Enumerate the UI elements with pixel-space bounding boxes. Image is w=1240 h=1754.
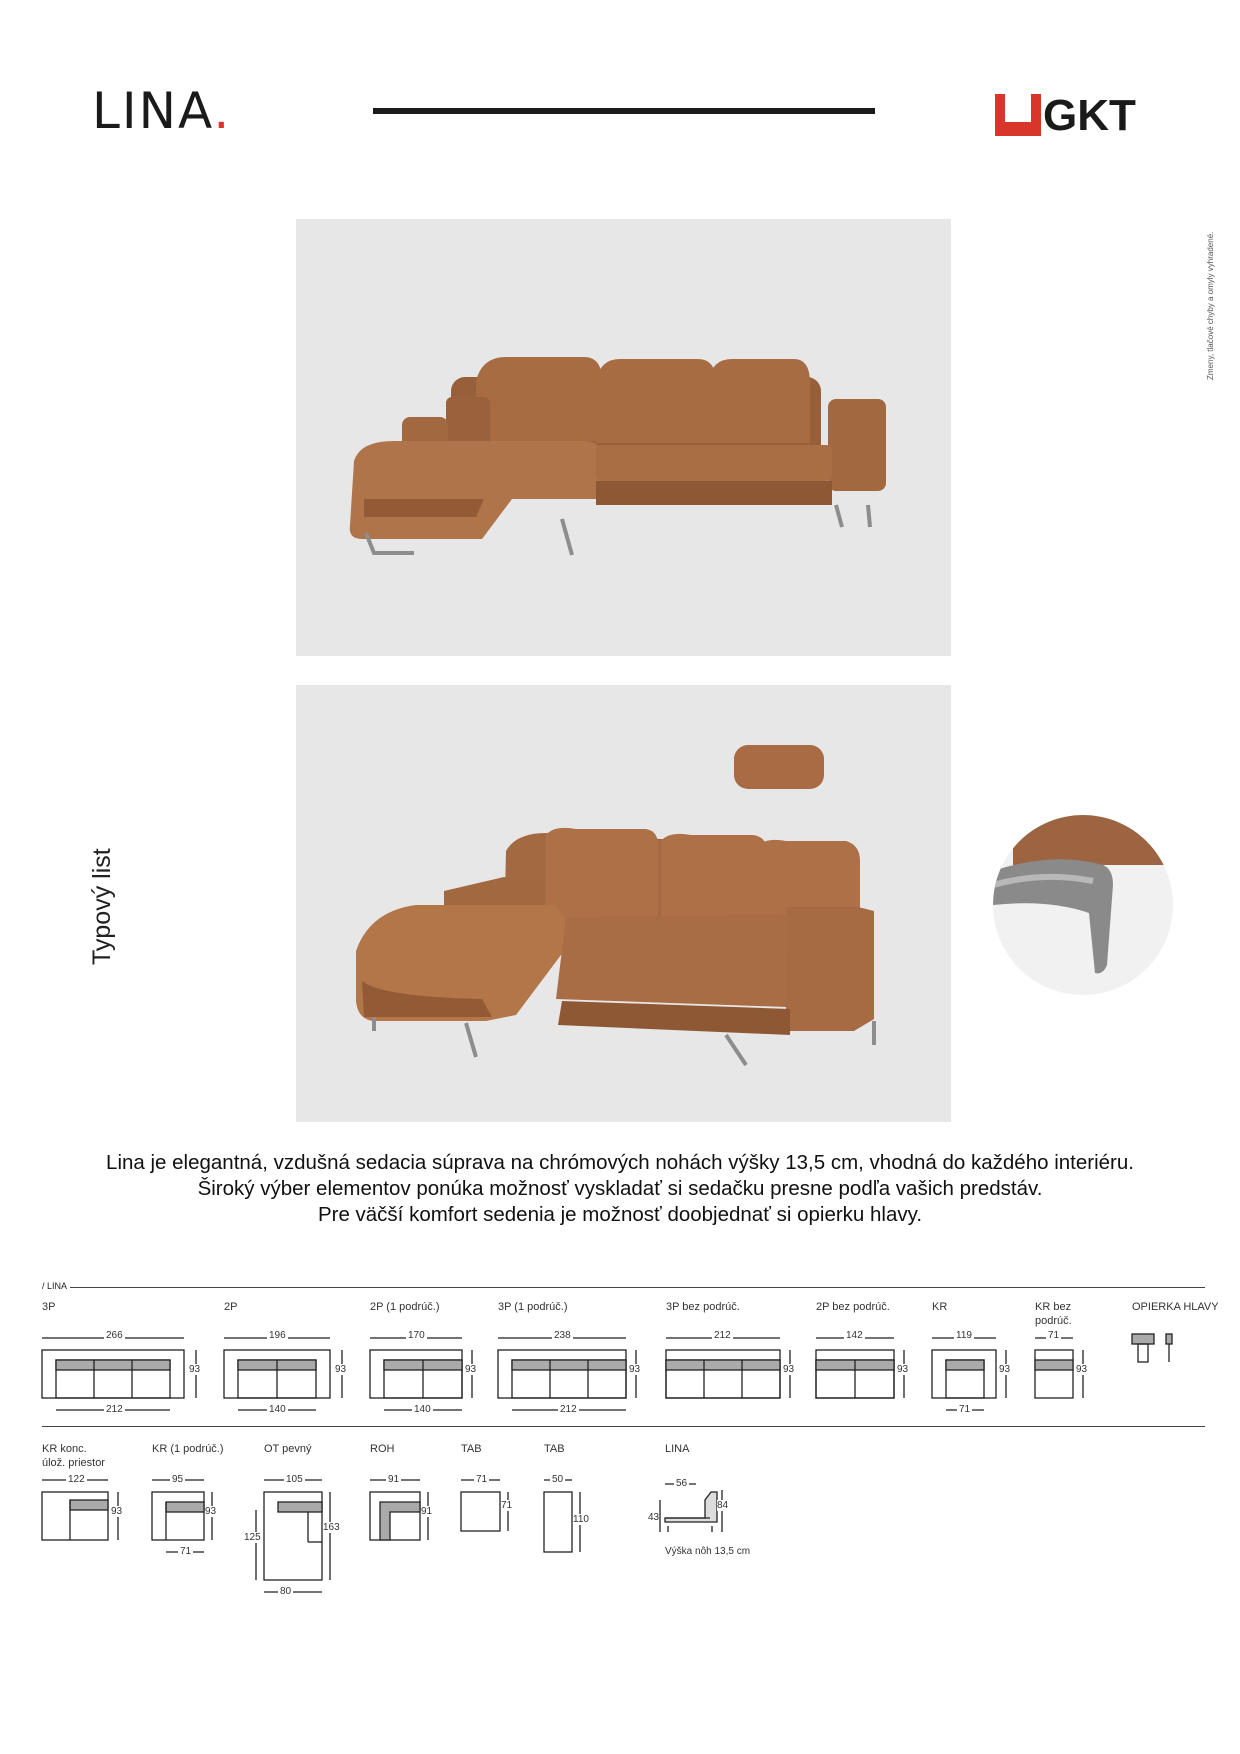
- dim-2p-top: 196: [269, 1330, 286, 1341]
- dim-kr-bottom: 71: [959, 1404, 971, 1415]
- tech-top-rule: [70, 1287, 1205, 1288]
- element-label-roh: ROH: [370, 1443, 395, 1455]
- dim-2p1-side: 93: [465, 1364, 477, 1375]
- dim-2p-side: 93: [335, 1364, 347, 1375]
- brand-name: LINA: [92, 82, 214, 140]
- dim-kr1-top: 95: [172, 1474, 184, 1485]
- dim-ot-left: 125: [244, 1532, 261, 1543]
- sofa-front-image: [296, 219, 951, 656]
- leg-height-note: Výška nôh 13,5 cm: [665, 1546, 751, 1557]
- description-line-2: Široký výber elementov ponúka možnosť vyskladať si sedačku presne podľa vašich predstáv.: [197, 1177, 1043, 1200]
- element-label-kr-konc: KR konc. úlož. priestor: [42, 1443, 105, 1469]
- dim-2p-bottom: 140: [269, 1404, 286, 1415]
- dim-lina-left: 43: [648, 1512, 660, 1523]
- dim-3p-bottom: 212: [106, 1404, 123, 1415]
- brand-dot: .: [213, 82, 232, 140]
- element-label-3p: 3P: [42, 1301, 56, 1313]
- document-type-label: Typový list: [88, 848, 116, 965]
- dim-kr1-bottom: 71: [180, 1546, 192, 1557]
- dim-2pbez-top: 142: [846, 1330, 863, 1341]
- element-label-ot: OT pevný: [264, 1443, 312, 1455]
- description-line-1: Lina je elegantná, vzdušná sedacia súprava na chrómových nohách výšky 13,5 cm, vhodná do každého interiéru.: [106, 1151, 1134, 1174]
- chrome-leg-icon: [993, 815, 1173, 995]
- dim-2pbez-side: 93: [897, 1364, 909, 1375]
- description: [60, 1150, 1180, 1228]
- tech-mid-rule: [42, 1426, 1205, 1427]
- dim-3pbez-side: 93: [783, 1364, 795, 1375]
- dim-tab1-side: 71: [501, 1500, 513, 1511]
- sofa-angle-image: [296, 685, 951, 1122]
- element-label-kr: KR: [932, 1301, 948, 1313]
- element-label-2p-1: 2P (1 podrúč.): [370, 1301, 440, 1313]
- legal-note: Zmeny, tlačové chyby a omyly vyhradené.: [1206, 231, 1215, 380]
- dim-2p1-bottom: 140: [414, 1404, 431, 1415]
- element-label-lina: LINA: [665, 1443, 690, 1455]
- element-label-2p: 2P: [224, 1301, 238, 1313]
- dim-krkonc-top: 122: [68, 1474, 85, 1485]
- dim-tab1-top: 71: [476, 1474, 488, 1485]
- dim-kr-top: 119: [956, 1330, 972, 1341]
- dim-tab2-top: 50: [552, 1474, 564, 1485]
- row2-drawings: [0, 1470, 1240, 1600]
- sofa-photo-angle: [296, 685, 951, 1122]
- dim-2p1-top: 170: [408, 1330, 425, 1341]
- dim-kr-side: 93: [999, 1364, 1011, 1375]
- dim-3p-top: 266: [106, 1330, 123, 1341]
- dim-ot-bottom: 80: [280, 1586, 292, 1597]
- dim-tab2-side: 110: [573, 1514, 589, 1525]
- dim-krbez-top: 71: [1048, 1330, 1060, 1341]
- element-label-kr-bez: KR bez podrúč.: [1035, 1301, 1072, 1327]
- sofa-photo-front: [296, 219, 951, 656]
- dim-3pbez-top: 212: [714, 1330, 731, 1341]
- description-line-3: Pre väčší komfort sedenia je možnosť doobjednať si opierku hlavy.: [317, 1203, 923, 1226]
- tech-section-title: / LINA: [42, 1281, 68, 1291]
- dim-krkonc-side: 93: [111, 1506, 123, 1517]
- dim-3p1-side: 93: [629, 1364, 641, 1375]
- header-rule: [373, 108, 875, 114]
- element-label-3p-1: 3P (1 podrúč.): [498, 1301, 568, 1313]
- dim-3p-side: 93: [189, 1364, 201, 1375]
- element-label-2p-bez: 2P bez podrúč.: [816, 1301, 890, 1313]
- gkt-logo: [993, 88, 1157, 136]
- dim-roh-top: 91: [388, 1474, 400, 1485]
- dim-lina-side: 84: [717, 1500, 729, 1511]
- dim-lina-top: 56: [676, 1478, 688, 1489]
- dim-3p1-bottom: 212: [560, 1404, 577, 1415]
- element-label-tab-1: TAB: [461, 1443, 482, 1455]
- dim-roh-side: 91: [421, 1506, 433, 1517]
- dim-kr1-side: 93: [205, 1506, 217, 1517]
- logo-text: GKT: [1043, 91, 1136, 136]
- element-label-tab-2: TAB: [544, 1443, 565, 1455]
- dim-ot-side: 163: [323, 1522, 340, 1533]
- dim-3p1-top: 238: [554, 1330, 571, 1341]
- brand-title: [92, 82, 231, 140]
- element-label-kr-1: KR (1 podrúč.): [152, 1443, 224, 1455]
- dim-krbez-side: 93: [1076, 1364, 1088, 1375]
- element-label-headrest: OPIERKA HLAVY: [1132, 1301, 1219, 1313]
- leg-detail-image: [993, 815, 1173, 995]
- element-label-3p-bez: 3P bez podrúč.: [666, 1301, 740, 1313]
- dim-ot-top: 105: [286, 1474, 303, 1485]
